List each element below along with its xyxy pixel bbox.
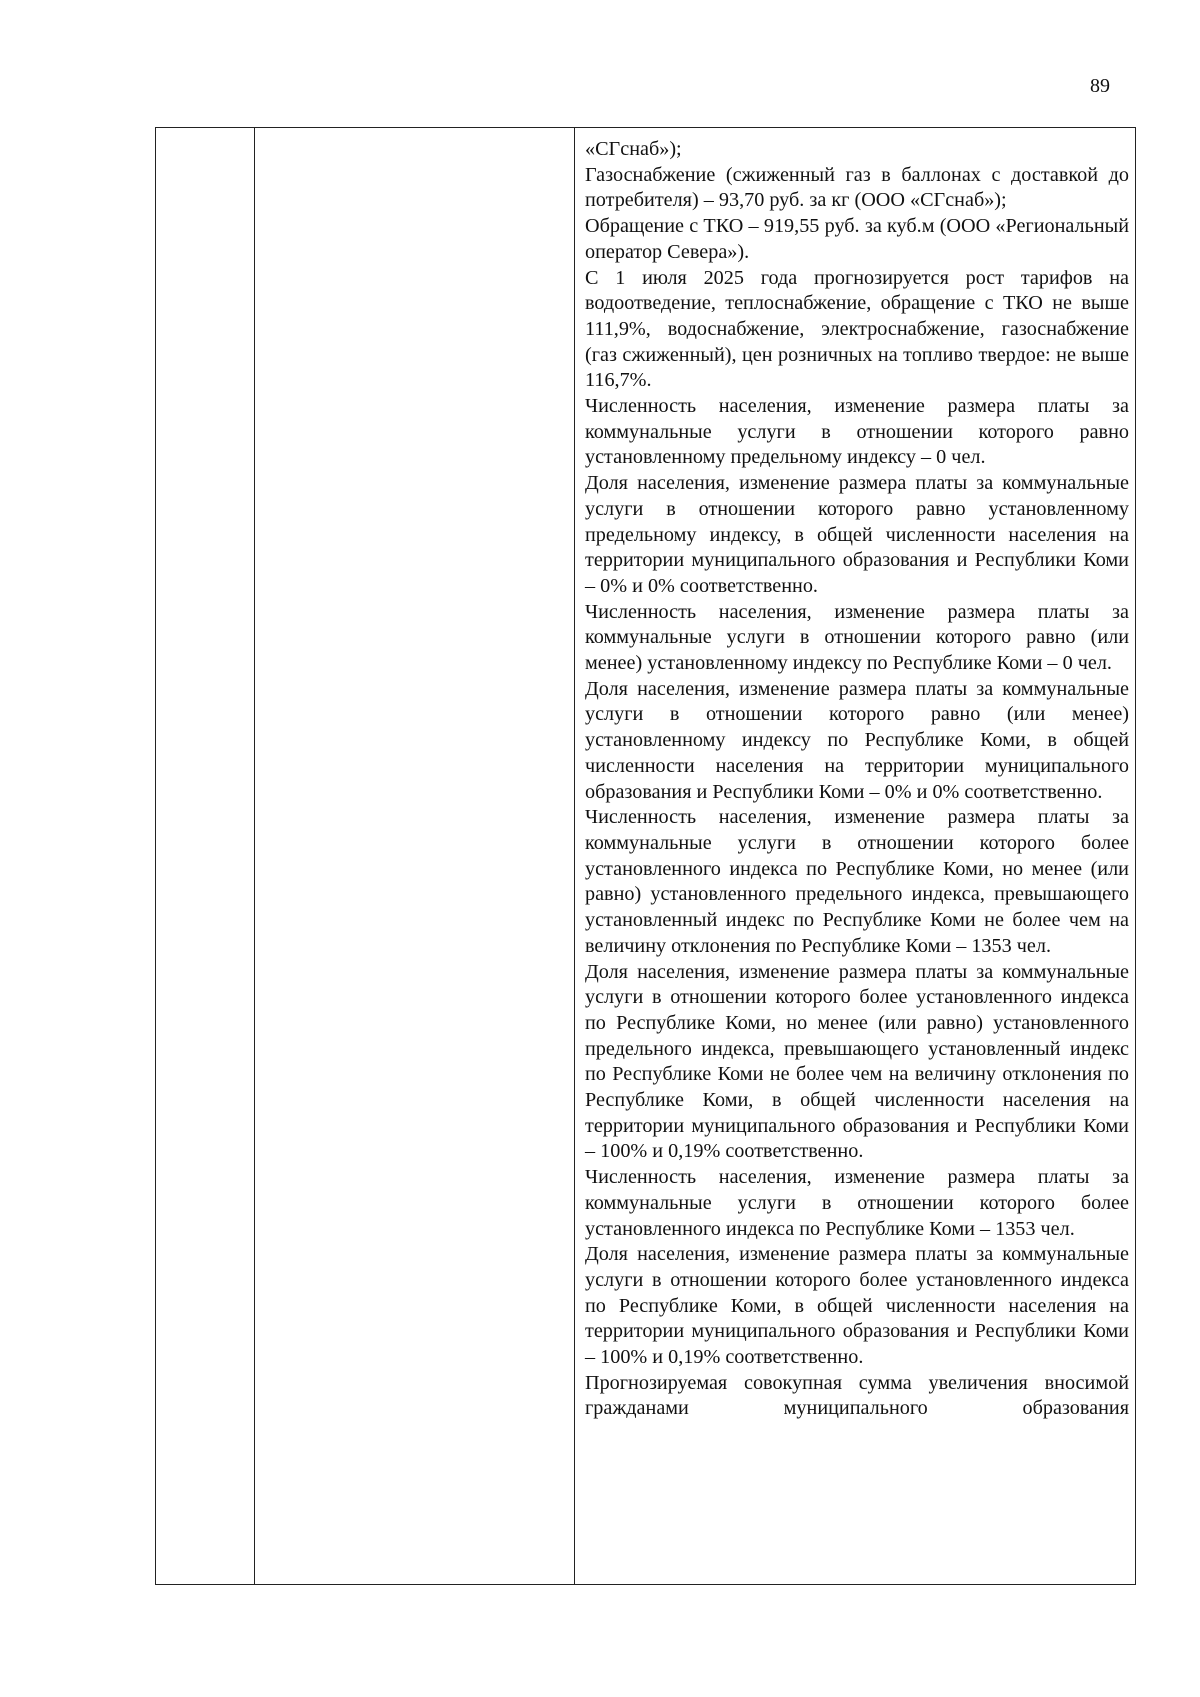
paragraph: Численность населения, изменение размера платы за коммунальные услуги в отношении которого равно установленному предельному индексу – 0 чел. — [585, 395, 1129, 469]
table-column-1 — [156, 128, 255, 1584]
paragraph: Газоснабжение (сжиженный газ в баллонах с доставкой до потребителя) – 93,70 руб. за кг (ООО «СГснаб»); — [585, 163, 1129, 212]
paragraph: Доля населения, изменение размера платы за коммунальные услуги в отношении которого равно установленному предельному индексу, в общей численности населения на территории муниципального образования и Республики Коми – 0% и 0% соответственно. — [585, 472, 1129, 597]
document-table — [155, 127, 1136, 1585]
paragraph: Численность населения, изменение размера платы за коммунальные услуги в отношении которого равно (или менее) установленному индексу по Республике Коми – 0 чел. — [585, 600, 1129, 675]
table-column-2 — [255, 128, 575, 1584]
paragraph: Обращение с ТКО – 919,55 руб. за куб.м (ООО «Региональный оператор Севера»). — [585, 215, 1129, 263]
paragraph: Доля населения, изменение размера платы за коммунальные услуги в отношении которого более установленного индекса по Республике Коми, но менее (или равно) установленного предельного индекса, превышающего установленный индекс по Республике Коми не более чем на величину отклонения по Республике Коми, в общей численности населения на территории муниципального образования и Республики Коми – 100% и 0,19% соответственно. — [585, 960, 1129, 1163]
paragraph: Численность населения, изменение размера платы за коммунальные услуги в отношении которого более установленного индекса по Республике Коми – 1353 чел. — [585, 1166, 1129, 1240]
page-number: 89 — [1090, 75, 1110, 97]
paragraph: Численность населения, изменение размера платы за коммунальные услуги в отношении которого более установленного индекса по Республике Коми, но менее (или равно) установленного предельного индекса, превышающего установленный индекс по Республике Коми не более чем на величину отклонения по Республике Коми – 1353 чел. — [585, 806, 1129, 957]
paragraph: Прогнозируемая совокупная сумма увеличения вносимой гражданами муниципального образования — [585, 1371, 1129, 1420]
paragraph: Доля населения, изменение размера платы за коммунальные услуги в отношении которого равно (или менее) установленному индексу по Республике Коми, в общей численности населения на территории муниципального образования и Республики Коми – 0% и 0% соответственно. — [585, 677, 1129, 803]
table-column-3 — [575, 128, 1135, 1584]
paragraph: «СГснаб»); — [585, 138, 682, 160]
paragraph: С 1 июля 2025 года прогнозируется рост тарифов на водоотведение, теплоснабжение, обращение с ТКО не выше 111,9%, водоснабжение, электроснабжение, газоснабжение (газ сжиженный), цен розничных на топливо твердое: не выше 116,7%. — [585, 266, 1129, 392]
paragraph: Доля населения, изменение размера платы за коммунальные услуги в отношении которого более установленного индекса по Республике Коми, в общей численности населения на территории муниципального образования и Республики Коми – 100% и 0,19% соответственно. — [585, 1243, 1129, 1369]
